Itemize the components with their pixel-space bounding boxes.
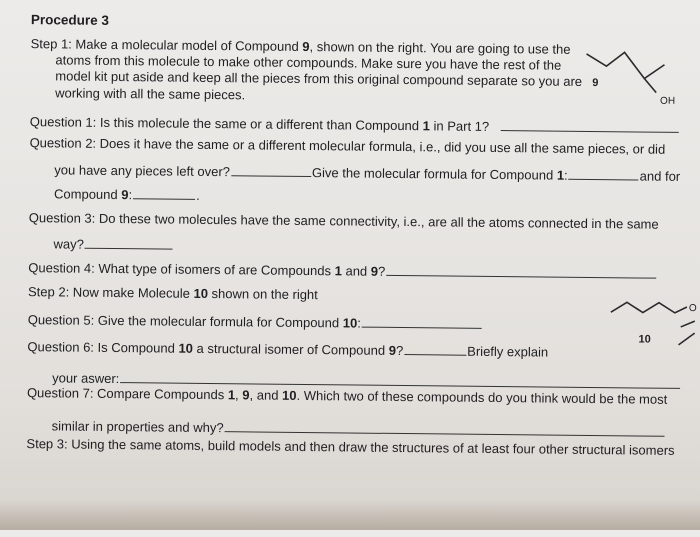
q5-tail: : — [357, 315, 361, 331]
question-1 — [30, 113, 680, 137]
compound-10-structure — [608, 296, 697, 357]
step1-line3: model kit put aside and keep all the pieces from this original compound separate so you are — [55, 68, 583, 89]
q1-tail: in Part 1? — [429, 118, 490, 134]
q7-n3: 10 — [282, 387, 297, 403]
compound-10-bond-3 — [679, 333, 695, 345]
q5-num: 10 — [342, 315, 358, 331]
q4-tail: ? — [377, 263, 386, 279]
step2-num: 10 — [193, 285, 209, 301]
q7-n2: 9 — [242, 387, 250, 403]
q6-your-answer: your aswer: — [52, 370, 120, 387]
q1-answer-blank[interactable] — [501, 118, 679, 133]
step1-line2: atoms from this molecule to make other compounds. Make sure you have the rest of the — [55, 52, 562, 73]
question-3-line2 — [53, 235, 174, 253]
q2-compound-text: Compound — [53, 186, 122, 203]
compound-9-oh-label: OH — [660, 95, 676, 107]
q2-num: 1 — [556, 167, 565, 183]
q7-lead: Question 7: Compare Compounds — [26, 385, 228, 403]
q7-n1: 1 — [227, 387, 236, 403]
q7-c2: , and — [249, 387, 283, 403]
q6-answer-blank[interactable] — [404, 342, 466, 356]
q6-num2: 9 — [388, 342, 397, 358]
step1-compound-num: 9 — [302, 38, 310, 55]
q5-answer-blank[interactable] — [362, 315, 482, 329]
q6-num1: 10 — [178, 340, 194, 356]
q3-answer-blank[interactable] — [85, 236, 173, 250]
step2-text: Step 2: Now make Molecule — [27, 284, 194, 301]
compound-10-label: 10 — [638, 333, 651, 346]
q5-text: Question 5: Give the molecular formula for Compound — [27, 312, 343, 331]
step1-line4: working with all the same pieces. — [55, 85, 246, 103]
q2-formula-9-blank[interactable] — [133, 186, 195, 200]
q7-similar: similar in properties and why? — [51, 418, 224, 436]
q2-colon: : — [564, 167, 568, 183]
q4-answer-blank[interactable] — [386, 263, 656, 279]
q2-formula-text: Give the molecular formula for Compound — [311, 165, 557, 183]
compound-10-o-label: O — [688, 303, 697, 315]
step3: Step 3: Using the same atoms, build models and then draw the structures of at least four other structural isomers — [26, 436, 675, 458]
q2-period: . — [196, 187, 200, 203]
question-4 — [28, 259, 657, 283]
step2 — [28, 284, 318, 303]
procedure-title: Procedure 3 — [30, 12, 110, 28]
step2-tail: shown on the right — [207, 285, 318, 303]
q6-explain: Briefly explain — [467, 343, 549, 360]
step1-rest: , shown on the right. You are going to use the — [309, 39, 571, 57]
q2-and-for: and for — [639, 168, 681, 184]
q6-mid: a structural isomer of Compound — [192, 340, 389, 358]
question-6 — [27, 338, 548, 360]
q2-colon-2: : — [128, 187, 133, 203]
q2-compound-num: 9 — [121, 187, 129, 203]
question-2-line1: Question 2: Does it have the same or a different molecular formula, i.e., did you use all the same pieces, or did — [29, 135, 666, 157]
q4-text: Question 4: What type of isomers of are Compounds — [28, 260, 335, 279]
q6-text: Question 6: Is Compound — [27, 339, 179, 356]
q1-num: 1 — [422, 118, 430, 134]
compound-10-bond-2 — [681, 321, 695, 327]
q7-c1: , — [235, 387, 243, 403]
q4-num1: 1 — [334, 263, 342, 279]
compound-9-bonds — [586, 52, 664, 79]
q7-answer-blank[interactable] — [225, 419, 665, 437]
compound-9-label: 9 — [592, 76, 599, 90]
q6-tail: ? — [395, 342, 404, 359]
q1-text: Question 1: Is this molecule the same or a different than Compound — [29, 114, 423, 134]
q4-and: and — [341, 263, 371, 279]
q4-num2: 9 — [370, 263, 379, 279]
question-2-line3 — [54, 185, 200, 204]
compound-9-structure — [584, 48, 695, 107]
q2-pieces-blank[interactable] — [231, 163, 311, 177]
q7-rest: . Which two of these compounds do you think would be the most — [296, 387, 668, 407]
compound-10-chain — [611, 302, 687, 313]
step1-lead: Step 1: Make a molecular model of Compound — [30, 36, 303, 54]
question-2-line2 — [54, 161, 680, 185]
compound-9-oh-bond — [644, 79, 656, 93]
q2-formula-1-blank[interactable] — [569, 167, 639, 181]
q2-pieces-text: you have any pieces left over? — [54, 162, 231, 180]
q3-way: way? — [53, 236, 84, 252]
question-3-line1: Question 3: Do these two molecules have the same connectivity, i.e., are all the atoms connected in the same — [28, 210, 659, 232]
question-5 — [28, 311, 483, 333]
